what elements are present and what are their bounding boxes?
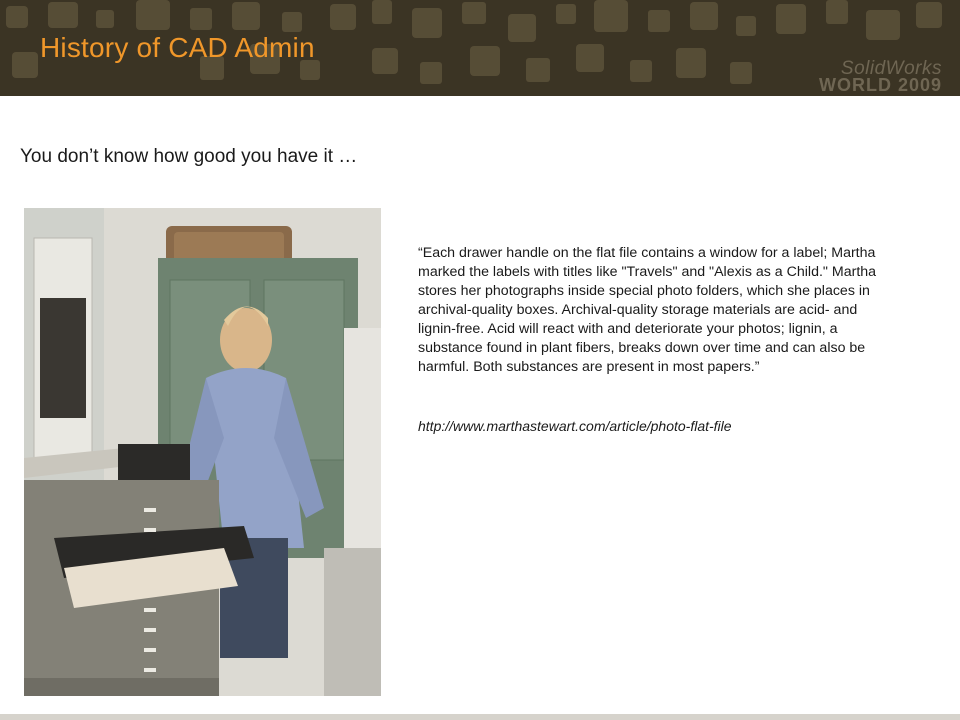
footer-bar [0,714,960,720]
slide-header [0,0,960,96]
solidworks-world-logo [819,60,942,94]
source-url[interactable]: http://www.marthastewart.com/article/photo-flat-file [418,418,732,434]
brand-event: WORLD 2009 [818,75,942,95]
flat-file-photo [24,208,381,696]
slide-title: History of CAD Admin [40,32,315,63]
quote-text [418,244,898,377]
quote-paragraph: “Each drawer handle on the flat file contains a window for a label; Martha marked the labels with titles like "Travels" and "Alexis as a Child." Martha stores her photographs inside special photo folders, which she places in archival-quality boxes. Archival-quality storage materials are acid- and lignin-free. Acid will react with and deteriorate your photos; lignin, a substance found in plant fibers, breaks down over time and can also be harmful. Both substances are present in most papers.” [418,245,877,375]
slide-subtitle: You don’t know how good you have it … [20,146,358,167]
brand-name: SolidWorks [840,58,942,79]
